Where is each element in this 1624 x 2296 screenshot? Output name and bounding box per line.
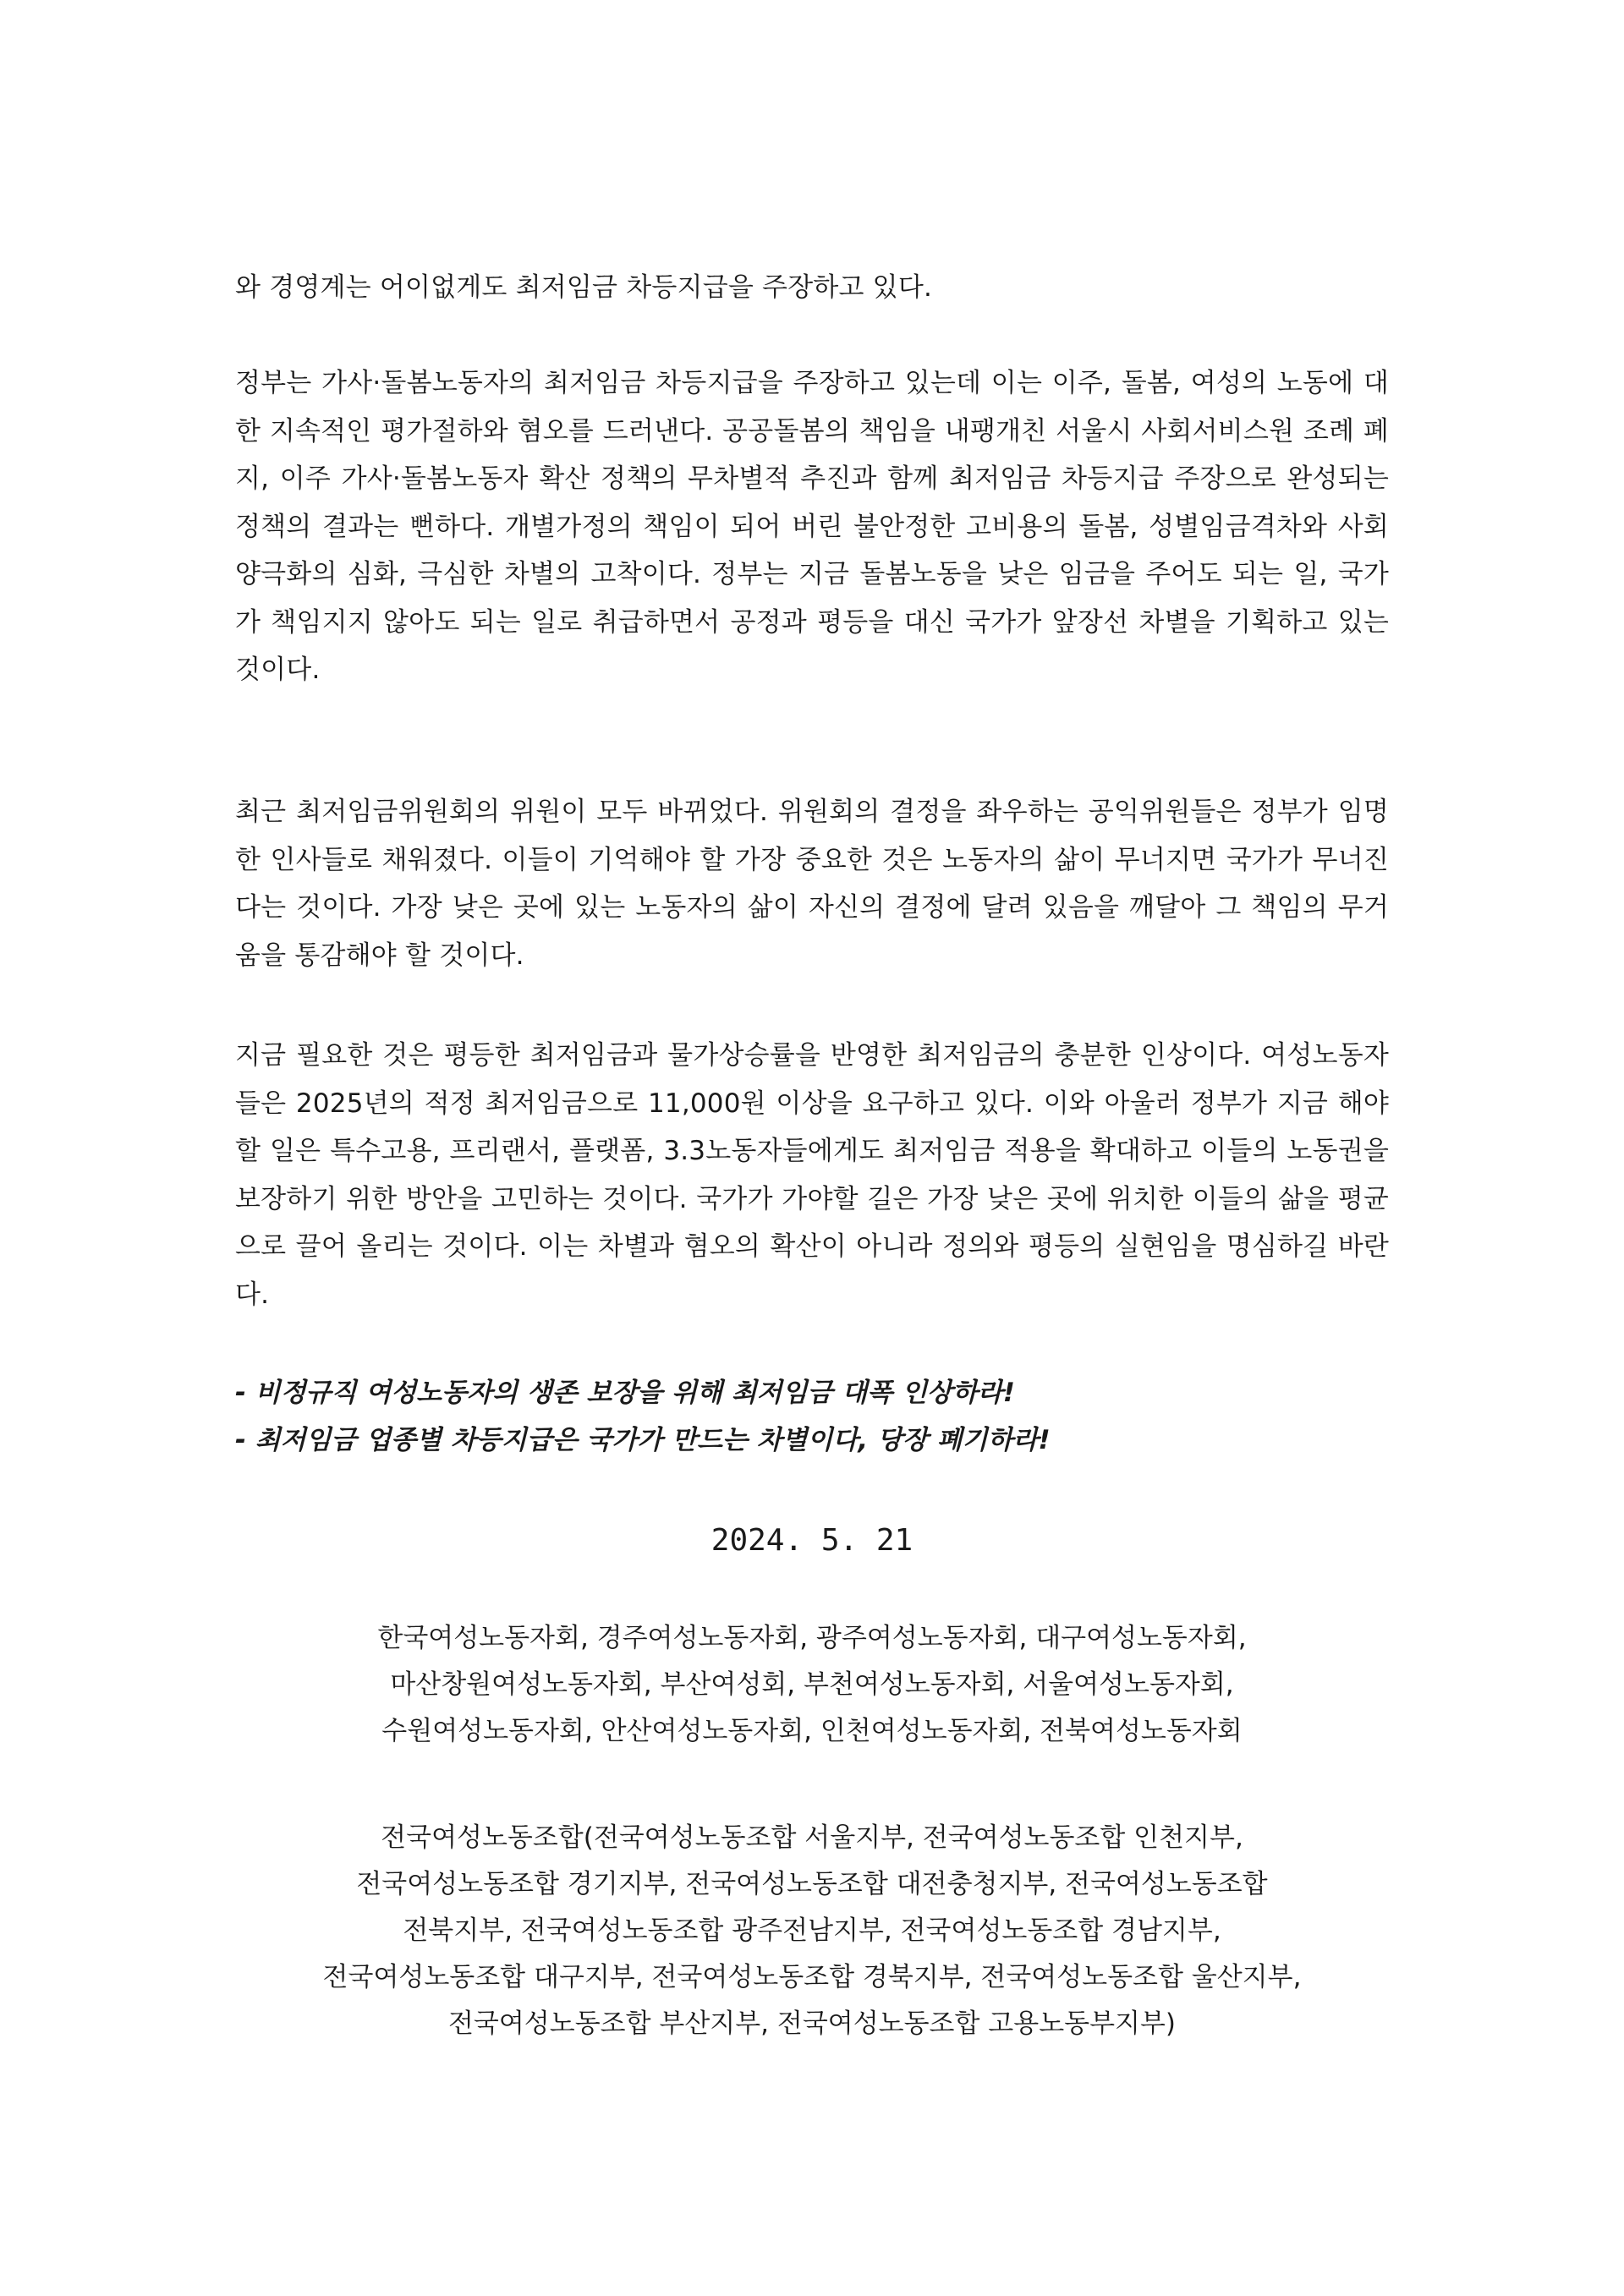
signatory-line: 전국여성노동조합 대구지부, 전국여성노동조합 경북지부, 전국여성노동조합 울산지부, xyxy=(322,1962,1302,1992)
paragraph-text: 지금 필요한 것은 평등한 최저임금과 물가상승률을 반영한 최저임금의 충분한 인상이다. 여성노동자들은 2025년의 적정 최저임금으로 11,000원 이상을 요구하고 있다. 이와 아울러 정부가 지금 해야 할 일은 특수고용, 프리랜서, 플랫폼, 3.3노동자들에게도 최저임금 적용을 확대하고 이들의 노동권을 보장하기 위한 방안을 고민하는 것이다. 국가가 가야할 길은 가장 낮은 곳에 위치한 이들의 삶을 평균으로 끌어 올리는 것이다. 이는 차별과 혐오의 확산이 아니라 정의와 평등의 실현임을 명심하길 바란다. xyxy=(235,1040,1389,1310)
signatory-line: 전국여성노동조합 부산지부, 전국여성노동조합 고용노동부지부) xyxy=(447,2008,1177,2039)
paragraph-text: 정부는 가사·돌봄노동자의 최저임금 차등지급을 주장하고 있는데 이는 이주, 돌봄, 여성의 노동에 대한 지속적인 평가절하와 혐오를 드러낸다. 공공돌봄의 책임을 내팽개친 서울시 사회서비스원 조례 폐지, 이주 가사·돌봄노동자 확산 정책의 무차별적 추진과 함께 최저임금 차등지급 주장으로 완성되는 정책의 결과는 뻔하다. 개별가정의 책임이 되어 버린 불안정한 고비용의 돌봄, 성별임금격차와 사회양극화의 심화, 극심한 차별의 고착이다. 정부는 지금 돌봄노동을 낮은 임금을 주어도 되는 일, 국가가 책임지지 않아도 되는 일로 취급하면서 공정과 평등을 대신 국가가 앞장선 차별을 기획하고 있는 것이다. xyxy=(235,368,1389,685)
slogans xyxy=(235,1369,1419,1464)
slogan-2: - 최저임금 업종별 차등지급은 국가가 만드는 차별이다, 당장 폐기하라! xyxy=(235,1425,1051,1455)
signatories-group-1 xyxy=(0,1615,1624,1755)
paragraph-1 xyxy=(235,264,1389,312)
paragraph-text: 최근 최저임금위원회의 위원이 모두 바뀌었다. 위원회의 결정을 좌우하는 공익위원들은 정부가 임명한 인사들로 채워졌다. 이들이 기억해야 할 가장 중요한 것은 노동자의 삶이 무너지면 국가가 무너진다는 것이다. 가장 낮은 곳에 있는 노동자의 삶이 자신의 결정에 달려 있음을 깨달아 그 책임의 무거움을 통감해야 할 것이다. xyxy=(235,797,1389,971)
paragraph-3 xyxy=(235,788,1389,979)
signatory-line: 전국여성노동조합 경기지부, 전국여성노동조합 대전충청지부, 전국여성노동조합 xyxy=(356,1869,1268,1899)
signatory-line: 전북지부, 전국여성노동조합 광주전남지부, 전국여성노동조합 경남지부, xyxy=(403,1915,1221,1946)
signatory-line: 마산창원여성노동자회, 부산여성회, 부천여성노동자회, 서울여성노동자회, xyxy=(390,1669,1234,1700)
slogan-1: - 비정규직 여성노동자의 생존 보장을 위해 최저임금 대폭 인상하라! xyxy=(235,1378,1015,1408)
signatory-line: 한국여성노동자회, 경주여성노동자회, 광주여성노동자회, 대구여성노동자회, xyxy=(377,1623,1247,1653)
paragraph-text: 와 경영계는 어이없게도 최저임금 차등지급을 주장하고 있다. xyxy=(235,272,933,303)
signatory-line: 수원여성노동자회, 안산여성노동자회, 인천여성노동자회, 전북여성노동자회 xyxy=(381,1716,1243,1746)
paragraph-4 xyxy=(235,1032,1389,1318)
document-date: 2024. 5. 21 xyxy=(710,1523,914,1558)
paragraph-2 xyxy=(235,359,1389,694)
signatory-line: 전국여성노동조합(전국여성노동조합 서울지부, 전국여성노동조합 인천지부, xyxy=(381,1822,1243,1853)
signatories-group-2 xyxy=(0,1815,1624,2047)
